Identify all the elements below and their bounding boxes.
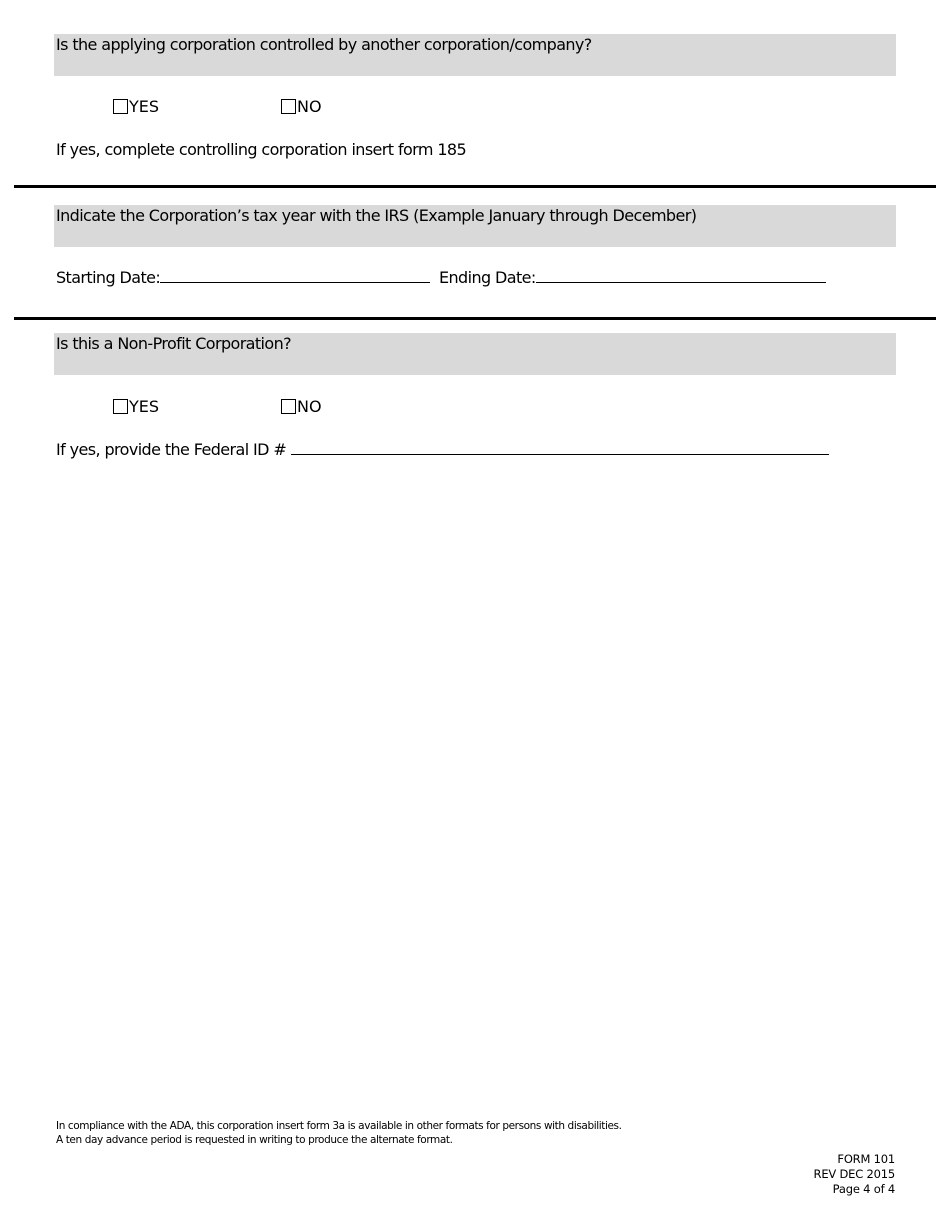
nonprofit-question-bar: [54, 333, 896, 375]
nonprofit-no-option[interactable]: [281, 397, 322, 416]
nonprofit-yes-option[interactable]: [113, 397, 159, 416]
starting-date-field[interactable]: [160, 270, 430, 283]
controlled-instruction: If yes, complete controlling corporation insert form 185: [56, 140, 467, 159]
nonprofit-no-checkbox[interactable]: [281, 399, 296, 414]
controlled-no-label: NO: [297, 97, 322, 116]
tax-year-question-bar: [54, 205, 896, 247]
controlled-no-option[interactable]: [281, 97, 322, 116]
nonprofit-yes-checkbox[interactable]: [113, 399, 128, 414]
ending-date-row: [439, 268, 826, 287]
tax-year-question: Indicate the Corporation’s tax year with the IRS (Example January through December): [56, 206, 697, 225]
nonprofit-yes-label: YES: [129, 397, 160, 416]
controlled-no-checkbox[interactable]: [281, 99, 296, 114]
federal-id-field[interactable]: [291, 442, 829, 455]
federal-id-label: If yes, provide the Federal ID #: [56, 440, 287, 459]
ending-date-label: Ending Date:: [439, 268, 536, 287]
controlled-yes-option[interactable]: [113, 97, 159, 116]
page-number: Page 4 of 4: [832, 1182, 895, 1196]
starting-date-label: Starting Date:: [56, 268, 161, 287]
nonprofit-question: Is this a Non-Profit Corporation?: [56, 334, 292, 353]
controlled-question-bar: [54, 34, 896, 76]
controlled-yes-label: YES: [129, 97, 160, 116]
ada-notice-line1: In compliance with the ADA, this corporation insert form 3a is available in other formats for persons with disabilities.: [56, 1120, 622, 1132]
controlled-yes-checkbox[interactable]: [113, 99, 128, 114]
starting-date-row: [56, 268, 430, 287]
form-info: [814, 1152, 895, 1197]
federal-id-row: [56, 440, 829, 459]
nonprofit-no-label: NO: [297, 397, 322, 416]
section-divider-2: [14, 317, 936, 320]
form-revision: REV DEC 2015: [813, 1167, 895, 1181]
controlled-question: Is the applying corporation controlled by another corporation/company?: [56, 35, 592, 54]
ada-notice-line2: A ten day advance period is requested in writing to produce the alternate format.: [56, 1134, 453, 1146]
form-number: FORM 101: [837, 1152, 895, 1166]
ending-date-field[interactable]: [536, 270, 826, 283]
section-divider-1: [14, 185, 936, 188]
